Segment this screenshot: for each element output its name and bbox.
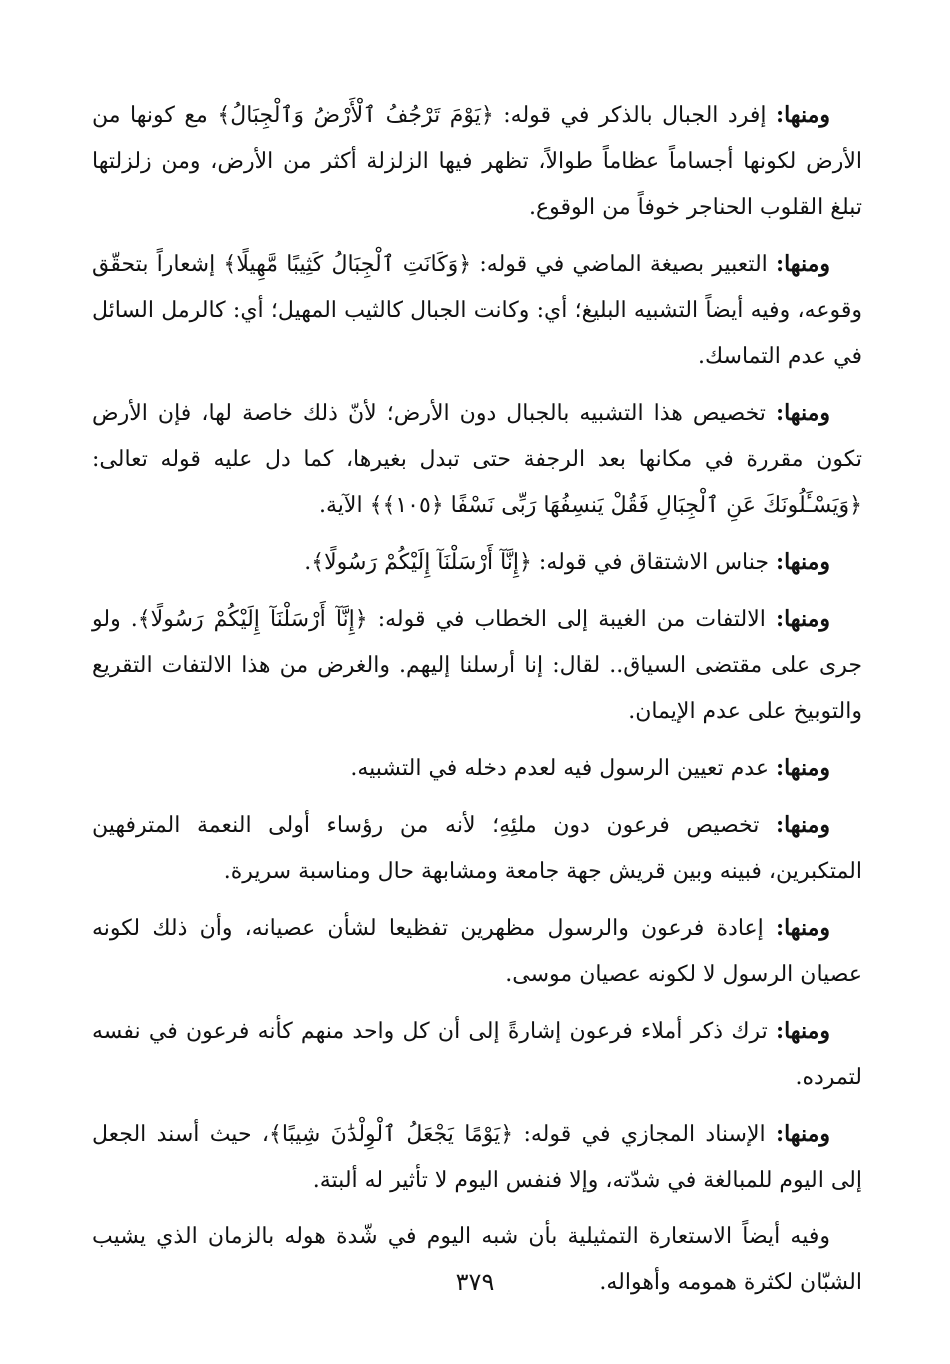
paragraph-8 [92,905,862,998]
paragraph-lead: ومنها: [775,812,830,838]
paragraph-text: تخصيص هذا التشبيه بالجبال دون الأرض؛ لأنّ ذلك خاصة لها، فإن الأرض تكون مقررة في مكانها بعد الرجفة حتى تبدل بغيرها، كما دل عليه قوله تعالى: [92,401,862,472]
paragraph-text: الآية. [318,493,370,518]
paragraph-text: تخصيص فرعون دون ملئِهِ؛ لأنه من رؤساء أولى النعمة المترفهين المتكبرين، فبينه وبين قريش جهة جامعة ومشابهة حال ومناسبة سريرة. [92,813,862,884]
paragraph-text: ترك ذكر أملاء فرعون إشارةً إلى أن كل واحد منهم كأنه فرعون في نفسه لتمرده. [92,1019,862,1090]
paragraph-lead: ومنها: [775,251,830,277]
paragraph-lead: ومنها: [775,102,830,128]
paragraph-text: الالتفات من الغيبة إلى الخطاب في قوله: [367,607,776,632]
page-body [92,92,862,1316]
paragraph-6 [92,745,862,792]
quran-quote: ﴿وَكَانَتِ ٱلْجِبَالُ كَثِيبًا مَّهِيلًا﴾ [223,252,472,277]
paragraph-5 [92,596,862,735]
quran-quote: ﴿يَوْمَ تَرْجُفُ ٱلْأَرْضُ وَٱلْجِبَالُ﴾ [217,103,494,128]
quran-quote: ﴿يَوْمًا يَجْعَلُ ٱلْوِلْدَٰنَ شِيبًا﴾ [268,1122,514,1147]
paragraph-text: وفيه أيضاً الاستعارة التمثيلية بأن شبه اليوم في شّدة هوله بالزمان الذي يشيب الشبّان لكثرة همومه وأهواله. [92,1224,862,1295]
paragraph-10 [92,1111,862,1204]
paragraph-1 [92,92,862,231]
paragraph-lead: ومنها: [775,1018,830,1044]
paragraph-3 [92,390,862,529]
paragraph-lead: ومنها: [775,400,830,426]
paragraph-lead: ومنها: [775,755,830,781]
paragraph-lead: ومنها: [775,915,830,941]
paragraph-lead: ومنها: [775,549,830,575]
paragraph-lead: ومنها: [775,1121,830,1147]
quran-quote: ﴿إِنَّآ أَرْسَلْنَآ إِلَيْكُمْ رَسُولًا﴾ [137,607,368,632]
paragraph-9 [92,1008,862,1101]
paragraph-lead: ومنها: [775,606,830,632]
paragraph-text: الإسناد المجازي في قوله: [513,1122,776,1147]
quran-quote: ﴿وَيَسْـَٔلُونَكَ عَنِ ٱلْجِبَالِ فَقُلْ يَنسِفُهَا رَبِّى نَسْفًا ﴿١٠٥﴾﴾ [369,493,862,518]
paragraph-4 [92,539,862,586]
paragraph-text: ، حيث أسند الجعل إلى اليوم للمبالغة في شدّته، وإلا فنفس اليوم لا تأثير له ألبتة. [92,1122,862,1193]
paragraph-text: . ولو جرى على مقتضى السياق.. لقال: إنا أرسلنا إليهم. والغرض من هذا الالتفات التقريع والتوبيخ على عدم الإيمان. [92,607,862,724]
quran-quote: ﴿إِنَّآ أَرْسَلْنَآ إِلَيْكُمْ رَسُولًا﴾ [311,550,532,575]
paragraph-text: التعبير بصيغة الماضي في قوله: [471,252,776,277]
paragraph-text: إعادة فرعون والرسول مظهرين تفظيعا لشأن عصيانه، وأن ذلك لكونه عصيان الرسول لا لكونه عصيان موسى. [92,916,862,987]
paragraph-text: عدم تعيين الرسول فيه لعدم دخله في التشبيه. [350,756,776,781]
page-number: ٣٧٩ [455,1268,495,1296]
paragraph-2 [92,241,862,380]
paragraph-text: إفرد الجبال بالذكر في قوله: [493,103,776,128]
paragraph-text: جناس الاشتقاق في قوله: [531,550,776,575]
paragraph-text: مع كونها من الأرض لكونها أجساماً عظاماً طوالاً، تظهر فيها الزلزلة أكثر من الأرض، ومن زلزلتها تبلغ القلوب الحناجر خوفاً من الوقوع. [92,103,862,220]
paragraph-7 [92,802,862,895]
paragraph-text: . [304,550,312,575]
paragraph-text: إشعاراً بتحقّق وقوعه، وفيه أيضاً التشبيه البليغ؛ أي: وكانت الجبال كالثيب المهيل؛ أي: كالرمل السائل في عدم التماسك. [92,252,862,369]
